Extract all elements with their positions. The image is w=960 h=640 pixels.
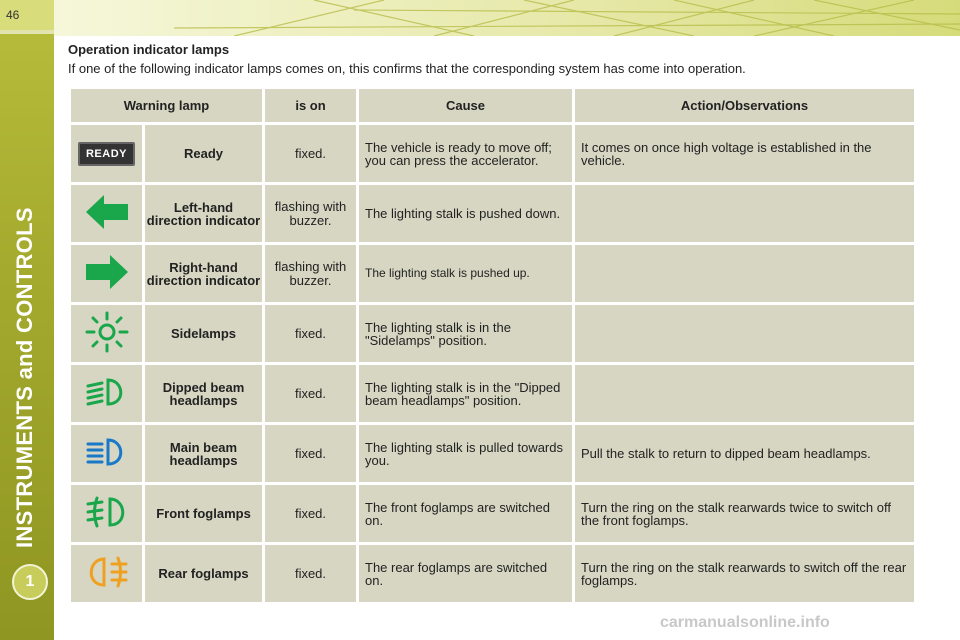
lamp-icon-cell (70, 544, 144, 604)
table-header-row (70, 88, 916, 124)
lamp-cause: The rear foglamps are switched on. (358, 544, 574, 604)
left-arrow-icon (82, 192, 132, 232)
table-row (70, 184, 916, 244)
lamp-is-on: fixed. (264, 304, 358, 364)
front-foglamp-icon (84, 494, 130, 530)
lamp-is-on: fixed. (264, 424, 358, 484)
table-row (70, 244, 916, 304)
lamp-name: Rear foglamps (144, 544, 264, 604)
chapter-number-badge: 1 (12, 564, 48, 600)
section-title: Operation indicator lamps (68, 42, 230, 57)
lamp-icon-cell (70, 124, 144, 184)
main-beam-icon (84, 435, 130, 469)
header-warning-lamp: Warning lamp (70, 88, 264, 124)
header-decoration (54, 0, 960, 36)
lamp-action: It comes on once high voltage is established in the vehicle. (574, 124, 916, 184)
lamp-is-on: fixed. (264, 484, 358, 544)
table-row (70, 424, 916, 484)
lamp-name: Right-hand direction indicator (144, 244, 264, 304)
lamp-is-on: fixed. (264, 124, 358, 184)
indicator-lamps-table (68, 86, 917, 605)
table-row (70, 544, 916, 604)
lamp-icon-cell (70, 304, 144, 364)
ready-badge-icon: READY (78, 142, 135, 166)
lamp-name: Dipped beam headlamps (144, 364, 264, 424)
sidebar-divider (0, 30, 54, 34)
lamp-icon-cell (70, 364, 144, 424)
section-intro: If one of the following indicator lamps comes on, this confirms that the corresponding system has come into operation. (68, 61, 746, 76)
lamp-icon-cell (70, 184, 144, 244)
lamp-icon-cell (70, 484, 144, 544)
lamp-name: Sidelamps (144, 304, 264, 364)
lamp-action: Turn the ring on the stalk rearwards twice to switch off the front foglamps. (574, 484, 916, 544)
lamp-name: Ready (144, 124, 264, 184)
lamp-icon-cell (70, 244, 144, 304)
lamp-cause: The lighting stalk is pushed up. (358, 244, 574, 304)
lamp-action: Turn the ring on the stalk rearwards to switch off the rear foglamps. (574, 544, 916, 604)
lamp-cause: The lighting stalk is pushed down. (358, 184, 574, 244)
sidelamps-icon (84, 311, 130, 353)
header-lines-graphic (54, 0, 960, 36)
header-is-on: is on (264, 88, 358, 124)
right-arrow-icon (82, 252, 132, 292)
lamp-action (574, 184, 916, 244)
lamp-cause: The lighting stalk is in the "Sidelamps" position. (358, 304, 574, 364)
page-number: 46 (0, 0, 54, 30)
lamp-name: Main beam headlamps (144, 424, 264, 484)
dipped-beam-icon (84, 375, 130, 409)
chapter-sidebar (0, 0, 54, 640)
lamp-name: Left-hand direction indicator (144, 184, 264, 244)
table-row (70, 304, 916, 364)
header-action: Action/Observations (574, 88, 916, 124)
table-row (70, 124, 916, 184)
lamp-action (574, 304, 916, 364)
table-row (70, 364, 916, 424)
lamp-cause: The lighting stalk is pulled towards you. (358, 424, 574, 484)
lamp-action (574, 364, 916, 424)
chapter-title: INSTRUMENTS and CONTROLS (12, 207, 37, 548)
lamp-is-on: flashing with buzzer. (264, 184, 358, 244)
lamp-name: Front foglamps (144, 484, 264, 544)
watermark: carmanualsonline.info (660, 614, 830, 631)
lamp-is-on: fixed. (264, 364, 358, 424)
lamp-is-on: fixed. (264, 544, 358, 604)
lamp-cause: The vehicle is ready to move off; you can press the accelerator. (358, 124, 574, 184)
lamp-action: Pull the stalk to return to dipped beam headlamps. (574, 424, 916, 484)
table-row (70, 484, 916, 544)
header-cause: Cause (358, 88, 574, 124)
lamp-icon-cell (70, 424, 144, 484)
lamp-is-on: flashing with buzzer. (264, 244, 358, 304)
lamp-cause: The front foglamps are switched on. (358, 484, 574, 544)
lamp-cause: The lighting stalk is in the "Dipped beam headlamps" position. (358, 364, 574, 424)
rear-foglamp-icon (84, 554, 130, 590)
lamp-action (574, 244, 916, 304)
